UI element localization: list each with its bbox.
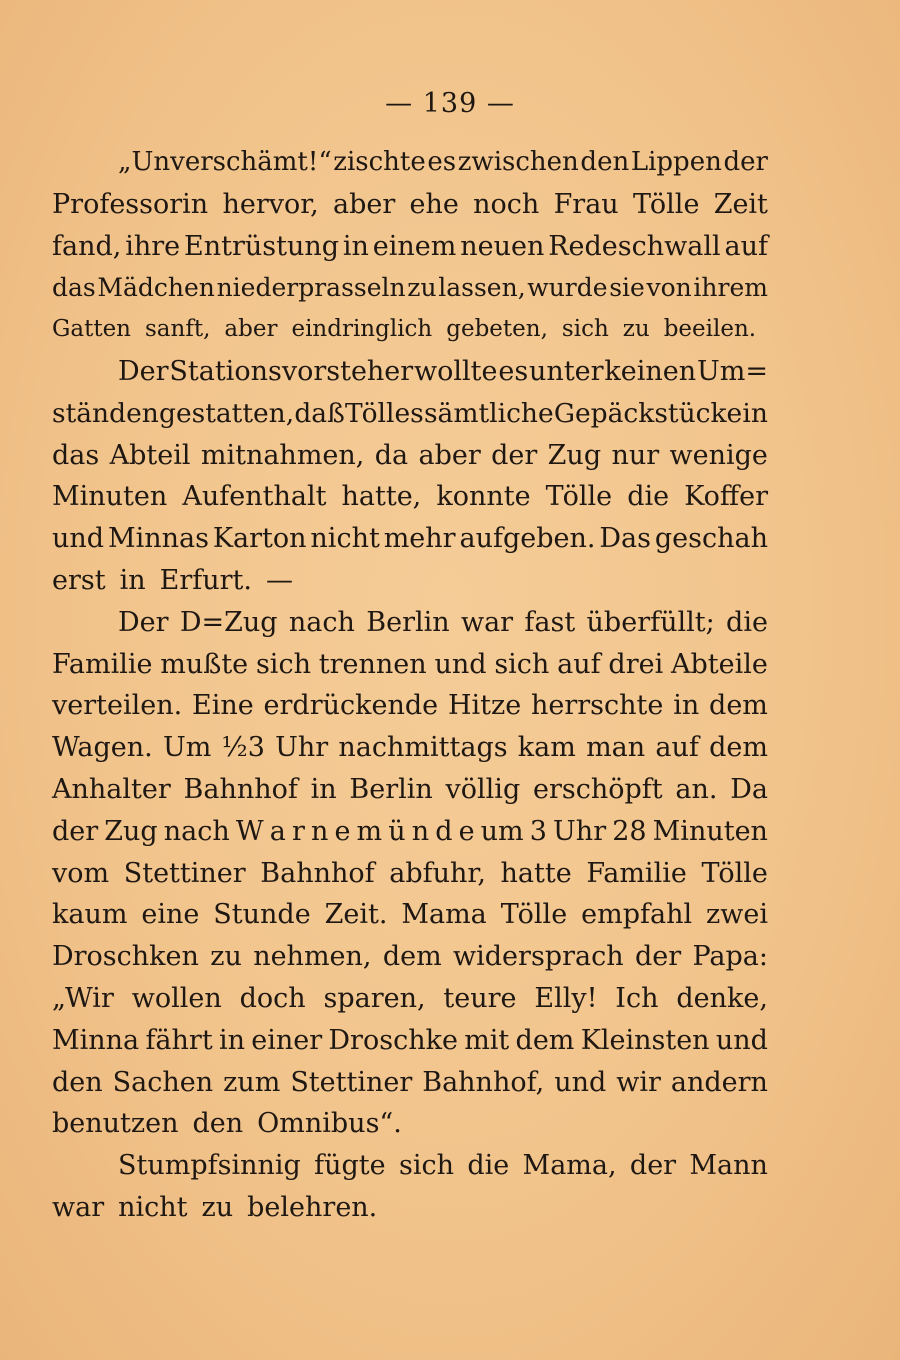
word: „Unverschämt!“	[118, 147, 332, 177]
word: die	[467, 1150, 510, 1182]
word: mußte	[160, 648, 249, 680]
word: ehe	[409, 188, 459, 220]
word: Der	[118, 355, 169, 387]
word: „Wir	[52, 982, 114, 1014]
word: Wagen.	[52, 732, 153, 764]
word: Aufenthalt	[182, 481, 327, 513]
word: an.	[675, 773, 718, 805]
word: das	[52, 273, 96, 303]
word: in	[218, 1024, 245, 1056]
word: Tölle	[632, 188, 700, 220]
word: auf	[724, 230, 768, 262]
word: und	[52, 523, 105, 555]
word: und	[554, 1066, 607, 1098]
word: Minuten	[52, 481, 168, 513]
word: kaum	[52, 899, 128, 931]
word: der	[629, 1150, 677, 1182]
word: zu	[622, 316, 650, 343]
word: nicht	[310, 523, 380, 555]
word: zu	[201, 1191, 234, 1223]
word: doch	[239, 982, 306, 1014]
word: wollen	[131, 982, 222, 1014]
text-line	[52, 142, 768, 184]
word: Der	[118, 606, 169, 638]
word: hatte	[500, 857, 572, 889]
word: Uhr	[553, 815, 607, 847]
word: dem	[515, 1024, 575, 1056]
word: fast	[524, 606, 576, 638]
text-line	[52, 727, 768, 769]
word: den	[580, 147, 630, 177]
word: wurde	[527, 273, 608, 303]
word: e	[458, 815, 475, 847]
word: Mama,	[522, 1150, 617, 1182]
word: Zug	[104, 815, 158, 847]
word: Familie	[52, 648, 153, 680]
word: Droschke	[328, 1024, 458, 1056]
word: nach	[288, 606, 355, 638]
word: sparen,	[323, 982, 426, 1014]
text-line	[52, 267, 768, 309]
word: sich	[398, 1150, 454, 1182]
word: Tölle	[701, 857, 768, 889]
word: sämtliche	[423, 397, 554, 429]
word: Kleinsten	[580, 1024, 710, 1056]
word: gestatten,	[158, 397, 295, 429]
word: da	[374, 439, 409, 471]
word: zischte	[333, 147, 426, 177]
word: n	[310, 815, 329, 847]
text-line	[52, 602, 768, 644]
word: fand,	[52, 230, 122, 262]
word: gebeten,	[446, 316, 548, 343]
word: Professorin	[52, 188, 209, 220]
word: keinen	[604, 355, 697, 387]
word: Ich	[615, 982, 659, 1014]
word: der	[491, 439, 538, 471]
text-line	[52, 978, 768, 1020]
word: zu	[407, 273, 437, 303]
word: der	[52, 815, 99, 847]
word: neuen	[460, 230, 545, 262]
word: nur	[611, 439, 660, 471]
word: Zeit	[713, 188, 768, 220]
word: aber	[333, 188, 396, 220]
word: D=Zug	[179, 606, 278, 638]
text-line	[52, 351, 768, 393]
word: Redeschwall	[548, 230, 721, 262]
word: auf	[557, 648, 601, 680]
word: in	[119, 564, 146, 596]
word: Stunde	[213, 899, 311, 931]
word: Eine	[192, 690, 254, 722]
word: Erfurt.	[159, 564, 252, 596]
word: —	[265, 564, 293, 596]
word: ü	[388, 815, 406, 847]
word: Das	[599, 523, 651, 555]
word: nach	[163, 815, 230, 847]
word: Tölle	[500, 899, 568, 931]
word: mit	[464, 1024, 510, 1056]
text-line	[52, 1145, 768, 1187]
word: es	[498, 355, 529, 387]
word: eindringlich	[291, 316, 433, 343]
word: r	[291, 815, 305, 847]
word: Entrüstung	[184, 230, 340, 262]
word: erdrückende	[263, 690, 439, 722]
word: sich	[255, 648, 311, 680]
word: konnte	[436, 481, 531, 513]
text-line	[52, 894, 768, 936]
word: mehr	[383, 523, 456, 555]
word: das	[52, 439, 100, 471]
word: in	[742, 397, 768, 429]
word: Um=	[696, 355, 768, 387]
word: Uhr	[275, 732, 329, 764]
word: es	[427, 147, 457, 177]
word: Zug	[547, 439, 602, 471]
word: ihrem	[693, 273, 768, 303]
word: den	[52, 1066, 103, 1098]
word: drei	[608, 648, 664, 680]
word: m	[356, 815, 383, 847]
word: hatte,	[341, 481, 422, 513]
word: Abteil	[109, 439, 191, 471]
text-line	[52, 685, 768, 727]
word: aber	[224, 316, 278, 343]
word: niederprasseln	[216, 273, 406, 303]
word: denke,	[676, 982, 768, 1014]
text-line	[52, 853, 768, 895]
word: und	[715, 1024, 768, 1056]
word: man	[586, 732, 646, 764]
word: Minuten	[652, 815, 768, 847]
word: 3	[529, 815, 547, 847]
text-line	[52, 1187, 768, 1229]
word: Frau	[553, 188, 619, 220]
word: völlig	[445, 773, 521, 805]
word: Mama	[401, 899, 487, 931]
word: herrschte	[531, 690, 664, 722]
word: dem	[382, 941, 442, 973]
word: Droschken	[52, 941, 199, 973]
word: um	[480, 815, 524, 847]
word: noch	[473, 188, 540, 220]
word: belehren.	[247, 1191, 378, 1223]
word: auf	[655, 732, 699, 764]
word: Um	[162, 732, 212, 764]
word: den	[192, 1108, 244, 1140]
text-line	[52, 435, 768, 477]
word: Mädchen	[97, 273, 215, 303]
word: Bahnhof	[183, 773, 298, 805]
text-line	[52, 936, 768, 978]
word: wir	[616, 1066, 661, 1098]
word: ihre	[125, 230, 181, 262]
word: nachmittags	[338, 732, 508, 764]
word: e	[334, 815, 351, 847]
text-line	[52, 560, 768, 602]
word: d	[435, 815, 453, 847]
text-line	[52, 769, 768, 811]
word: Tölle	[545, 481, 613, 513]
word: aber	[418, 439, 481, 471]
word: erst	[52, 564, 106, 596]
word: widersprach	[453, 941, 624, 973]
word: Familie	[586, 857, 687, 889]
word: nehmen,	[253, 941, 372, 973]
word: Koffer	[684, 481, 768, 513]
word: dem	[709, 690, 768, 722]
word: Mann	[689, 1150, 768, 1182]
word: der	[723, 147, 768, 177]
page-number: — 139 —	[385, 88, 515, 119]
word: Elly!	[534, 982, 598, 1014]
word: Anhalter	[52, 773, 171, 805]
word: eine	[141, 899, 200, 931]
word: Stettiner	[123, 857, 246, 889]
word: Bahnhof,	[422, 1066, 545, 1098]
word: wenige	[669, 439, 768, 471]
word: wollte	[414, 355, 498, 387]
word: Hitze	[447, 690, 522, 722]
word: ½3	[221, 732, 265, 764]
word: zwei	[706, 899, 768, 931]
word: W	[235, 815, 264, 847]
word: Bahnhof	[260, 857, 375, 889]
text-line	[52, 811, 768, 853]
word: überfüllt;	[586, 606, 715, 638]
word: mitnahmen,	[200, 439, 365, 471]
text-line	[52, 1103, 768, 1145]
text-line	[52, 518, 768, 560]
word: kam	[517, 732, 576, 764]
text-line	[52, 476, 768, 518]
word: in	[342, 230, 369, 262]
word: a	[269, 815, 286, 847]
word: lassen,	[438, 273, 526, 303]
word: der	[634, 941, 682, 973]
word: in	[310, 773, 337, 805]
word: teure	[443, 982, 517, 1014]
text-line	[52, 1062, 768, 1104]
word: benutzen	[52, 1108, 179, 1140]
word: Stumpfsinnig	[118, 1150, 301, 1182]
word: dem	[709, 732, 768, 764]
word: sie	[609, 273, 645, 303]
word: unter	[529, 355, 604, 387]
word: Stationsvorsteher	[169, 355, 414, 387]
word: beeilen.	[663, 316, 757, 343]
word: Lippen	[630, 147, 722, 177]
word: vom	[52, 857, 110, 889]
word: geschah	[654, 523, 768, 555]
word: Gatten	[52, 316, 131, 343]
word: abfuhr,	[389, 857, 486, 889]
word: Papa:	[692, 941, 768, 973]
word: nicht	[118, 1191, 188, 1223]
body-text	[52, 142, 768, 1229]
word: erschöpft	[532, 773, 663, 805]
word: Zeit.	[324, 899, 388, 931]
word: von	[646, 273, 692, 303]
word: trennen	[318, 648, 427, 680]
word: fügte	[314, 1150, 386, 1182]
word: war	[460, 606, 514, 638]
word: fährt	[145, 1024, 213, 1056]
word: andern	[670, 1066, 768, 1098]
word: die	[726, 606, 768, 638]
word: Berlin	[366, 606, 450, 638]
word: in	[673, 690, 700, 722]
text-line	[52, 184, 768, 226]
word: Da	[730, 773, 768, 805]
word: zum	[223, 1066, 281, 1098]
word: war	[52, 1191, 105, 1223]
word: einer	[251, 1024, 323, 1056]
text-line	[52, 1020, 768, 1062]
word: empfahl	[581, 899, 693, 931]
word: einem	[372, 230, 457, 262]
word: sanft,	[145, 316, 211, 343]
text-line	[52, 309, 768, 351]
text-line	[52, 226, 768, 268]
word: Karton	[212, 523, 307, 555]
word: Minna	[52, 1024, 140, 1056]
word: Minnas	[107, 523, 209, 555]
word: sich	[561, 316, 609, 343]
word: sich	[494, 648, 550, 680]
word: ständen	[52, 397, 159, 429]
word: Gepäckstücke	[553, 397, 743, 429]
word: aufgeben.	[459, 523, 596, 555]
word: daß	[294, 397, 345, 429]
word: zwischen	[457, 147, 579, 177]
word: 28	[612, 815, 647, 847]
word: n	[411, 815, 430, 847]
word: und	[434, 648, 487, 680]
word: zu	[210, 941, 242, 973]
word: Sachen	[112, 1066, 214, 1098]
word: Berlin	[349, 773, 433, 805]
word: verteilen.	[52, 690, 183, 722]
word: Tölles	[344, 397, 424, 429]
text-line	[52, 393, 768, 435]
word: Stettiner	[290, 1066, 413, 1098]
text-line	[52, 644, 768, 686]
word: die	[627, 481, 670, 513]
word: hervor,	[222, 188, 319, 220]
word: Omnibus“.	[257, 1108, 402, 1140]
word: Abteile	[671, 648, 768, 680]
